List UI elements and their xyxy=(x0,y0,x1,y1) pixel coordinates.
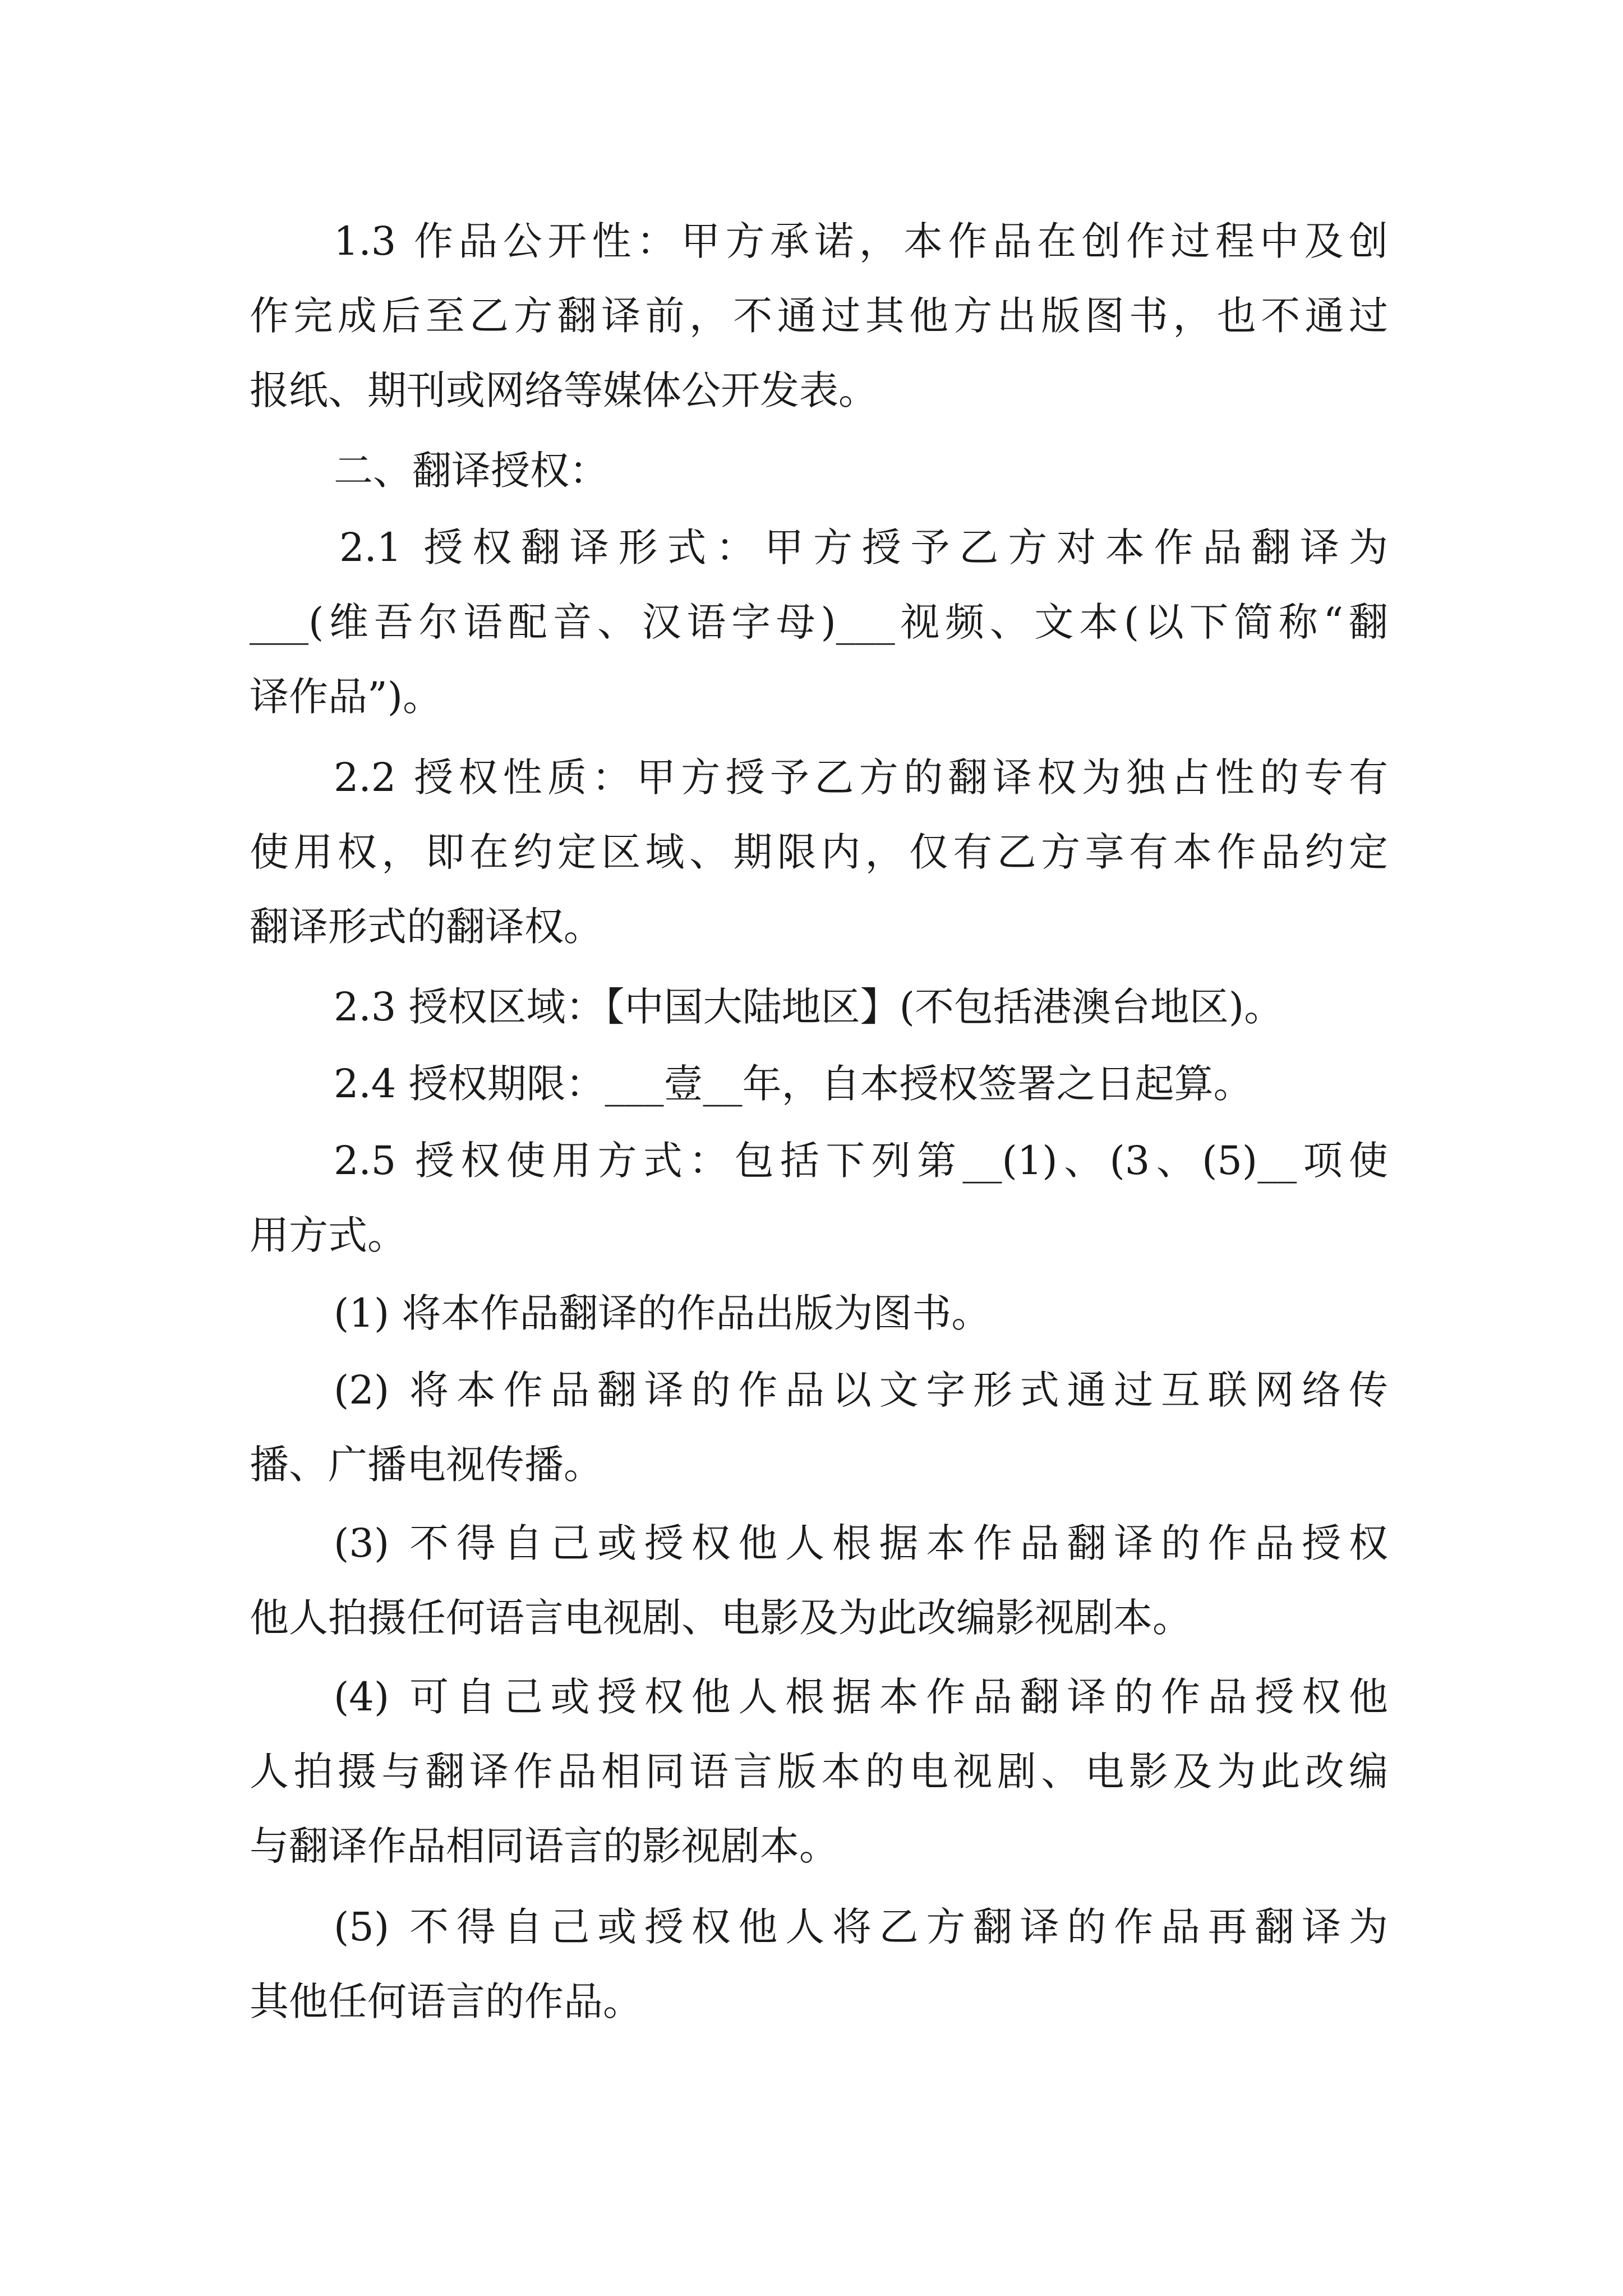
clause-line: (1) 将本作品翻译的作品出版为图书。 xyxy=(334,1290,991,1336)
clause-line: 2.2 授权性质：甲方授予乙方的翻译权为独占性的专有 xyxy=(334,754,1388,800)
clause-line: (2) 将本作品翻译的作品以文字形式通过互联网络传 xyxy=(334,1367,1388,1413)
clause-line: 翻译形式的翻译权。 xyxy=(250,904,603,950)
clause-line: (5) 不得自己或授权他人将乙方翻译的作品再翻译为 xyxy=(334,1904,1388,1950)
clause-line: 1.3 作品公开性：甲方承诺，本作品在创作过程中及创 xyxy=(334,218,1388,264)
clause-line: 2.1 授权翻译形式：甲方授予乙方对本作品翻译为 xyxy=(339,524,1388,570)
clause-line: 使用权，即在约定区域、期限内，仅有乙方享有本作品约定 xyxy=(250,829,1388,875)
clause-line: ___(维吾尔语配音、汉语字母)___视频、文本(以下简称“翻 xyxy=(250,599,1388,645)
clause-line: (4) 可自己或授权他人根据本作品翻译的作品授权他 xyxy=(334,1674,1388,1720)
clause-line: (3) 不得自己或授权他人根据本作品翻译的作品授权 xyxy=(334,1520,1388,1566)
clause-line: 作完成后至乙方翻译前，不通过其他方出版图书，也不通过 xyxy=(250,293,1388,339)
clause-line: 人拍摄与翻译作品相同语言版本的电视剧、电影及为此改编 xyxy=(250,1749,1388,1795)
clause-line: 2.5 授权使用方式：包括下列第__(1)、(3、(5)__项使 xyxy=(334,1138,1388,1184)
clause-line: 译作品”)。 xyxy=(250,674,442,720)
clause-line: 2.3 授权区域：【中国大陆地区】(不包括港澳台地区)。 xyxy=(334,984,1284,1030)
section-heading-text: 二、翻译授权： xyxy=(334,448,608,494)
clause-line: 用方式。 xyxy=(250,1212,407,1258)
clause-line: 其他任何语言的作品。 xyxy=(250,1978,642,2024)
clause-line: 报纸、期刊或网络等媒体公开发表。 xyxy=(250,367,878,413)
clause-line: 他人拍摄任何语言电视剧、电影及为此改编影视剧本。 xyxy=(250,1595,1192,1641)
clause-line: 播、广播电视传播。 xyxy=(250,1442,603,1488)
clause-line: 与翻译作品相同语言的影视剧本。 xyxy=(250,1823,838,1869)
clause-line: 2.4 授权期限：___壹__年，自本授权签署之日起算。 xyxy=(334,1061,1253,1107)
